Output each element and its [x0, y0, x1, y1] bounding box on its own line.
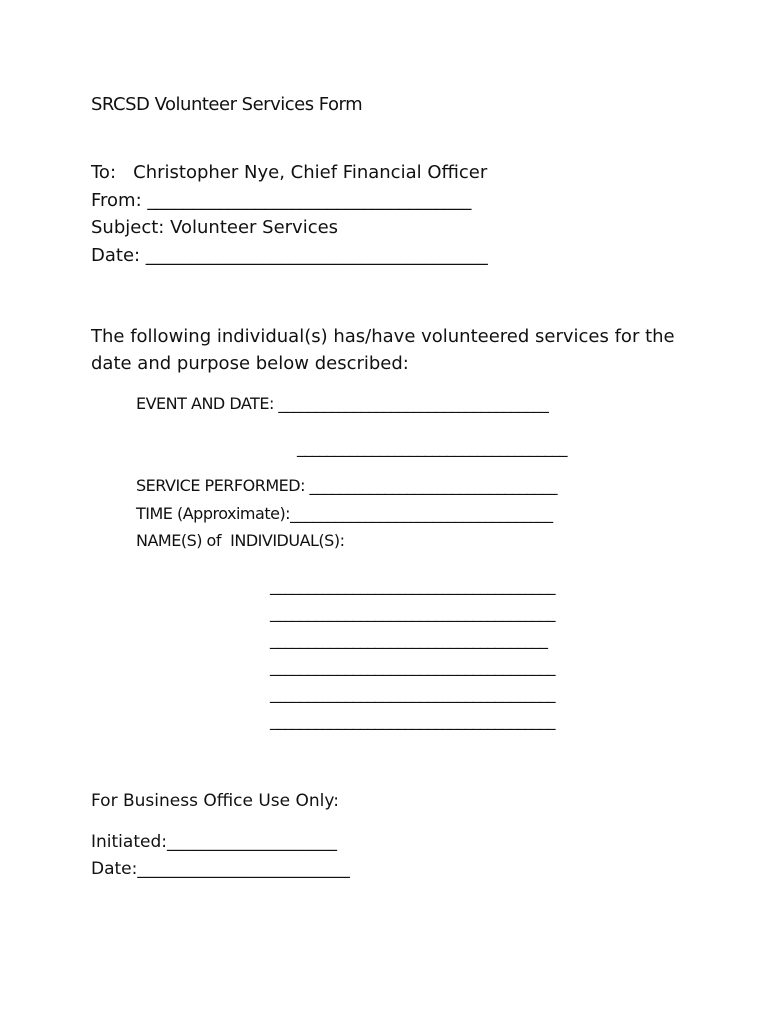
names-of-individuals-label: NAME(S) of INDIVIDUAL(S):	[136, 531, 345, 550]
date-line: Date: ______________________________________	[91, 245, 488, 266]
service-performed-line: SERVICE PERFORMED: _________________________________	[136, 476, 558, 495]
event-continuation-line: ____________________________________	[297, 438, 567, 457]
initiated-line: Initiated:____________________	[91, 832, 337, 852]
intro-line-1: The following individual(s) has/have volunteered services for the	[91, 326, 675, 347]
intro-line-2: date and purpose below described:	[91, 353, 409, 374]
subject-line: Subject: Volunteer Services	[91, 217, 339, 238]
to-line: To: Christopher Nye, Chief Financial Officer	[91, 162, 488, 183]
business-office-heading: For Business Office Use Only:	[91, 791, 339, 811]
form-title: SRCSD Volunteer Services Form	[91, 94, 363, 115]
time-approximate-line: TIME (Approximate):___________________________________	[136, 504, 553, 523]
office-date-line: Date:_________________________	[91, 859, 350, 879]
name-line: ______________________________________	[270, 684, 555, 703]
name-line: ______________________________________	[270, 576, 555, 595]
event-and-date-line: EVENT AND DATE: ____________________________________	[136, 394, 549, 413]
name-line: ______________________________________	[270, 711, 555, 730]
name-line: ______________________________________	[270, 603, 555, 622]
from-line: From: ____________________________________	[91, 190, 472, 211]
name-line: ______________________________________	[270, 657, 555, 676]
name-line: _____________________________________	[270, 630, 548, 649]
